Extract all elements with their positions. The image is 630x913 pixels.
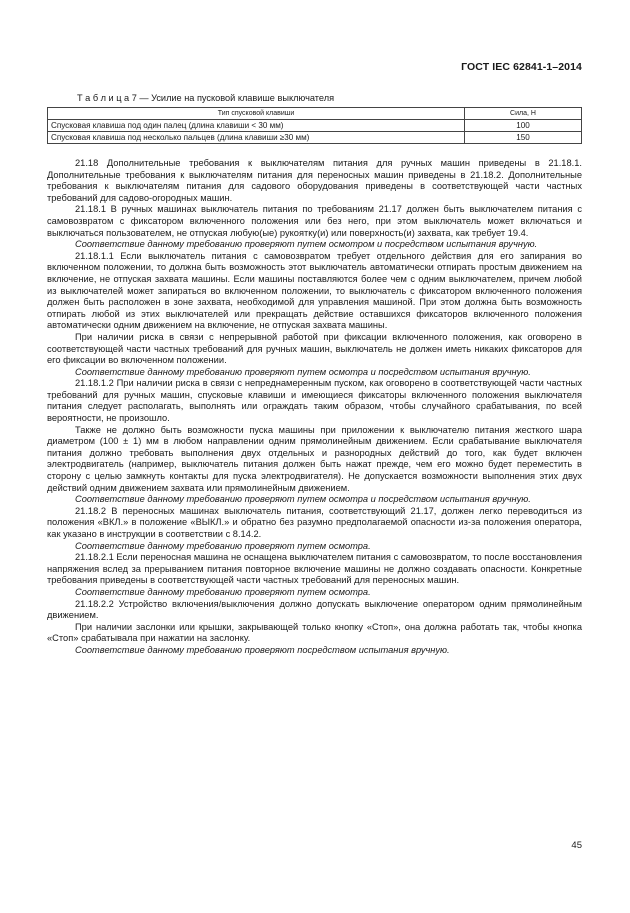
table-header-row: [48, 108, 582, 120]
table-cell-force: 150: [465, 132, 582, 144]
page-number: 45: [571, 840, 582, 851]
compliance-note: Соответствие данному требованию проверяют посредством испытания вручную.: [75, 644, 450, 655]
table-cell-trigger-type: Спусковая клавиша под несколько пальцев (длина клавиши ≥30 мм): [48, 132, 465, 144]
compliance-note: Соответствие данному требованию проверяют путем осмотра.: [75, 586, 371, 597]
paragraph-21-18-1-1: 21.18.1.1 Если выключатель питания с самовозвратом требует отдельного действия для его запирания во включенном положении, то должна быть возможность этот выключатель автоматически отпирать простым движением на включение, не отпуская захвата машины. Если машины поставляются более чем с одним выключателем, причем любой из выключателей может запираться во включенном положении, то выключатель с фиксатором включенного положения должен быть расположен в зоне захвата, необходимой для управления машиной. При этом должна быть возможность отпирать любой из этих выключателей или прекращать действие оставшихся фиксаторов включенного положения автоматически одним движением на включение, не отпуская захвата машины.: [47, 250, 582, 331]
table-cell-force: 100: [465, 120, 582, 132]
trigger-force-table: [47, 107, 582, 144]
paragraph-21-18-2: 21.18.2 В переносных машинах выключатель питания, соответствующий 21.17, должен легко переводиться из положения «ВКЛ.» в положение «ВЫКЛ.» и обратно без разумно предполагаемой опасности из-за положения оператора, как указано в инструкции в соответствии с 8.14.2.: [47, 505, 582, 539]
document-body: [47, 158, 582, 657]
paragraph-stop-cover: При наличии заслонки или крышки, закрывающей только кнопку «Стоп», она должна работать так, чтобы кнопка «Стоп» срабатывала при нажатии на заслонку.: [47, 621, 582, 644]
table-cell-trigger-type: Спусковая клавиша под один палец (длина клавиши < 30 мм): [48, 120, 465, 132]
paragraph-21-18-2-1: 21.18.2.1 Если переносная машина не оснащена выключателем питания с самовозвратом, то после восстановления напряжения вслед за прерыванием питания повторное включение машины не должно создавать опасности. Конкретные требования приведены в соответствующей части частных требований для переносных машин.: [47, 552, 582, 586]
compliance-note: Соответствие данному требованию проверяют путем осмотра и посредством испытания вручную.: [75, 494, 531, 505]
paragraph-21-18-1: 21.18.1 В ручных машинах выключатель питания по требованиям 21.17 должен быть выключателем питания с самовозвратом с фиксатором включенного положения или без него, при этом выключатель может включаться и выключаться пользователем, не отпуская любую(ые) рукоятку(и) или поверхность(и) захвата, как требует 19.4.: [47, 204, 582, 238]
standard-header: ГОСТ IEC 62841-1–2014: [461, 61, 582, 73]
compliance-note: Соответствие данному требованию проверяют путем осмотром и посредством испытания вручную.: [75, 239, 538, 250]
paragraph-21-18-1-2: 21.18.1.2 При наличии риска в связи с непреднамеренным пуском, как оговорено в соответствующей части частных требований для ручных машин, спусковые клавиши и имеющиеся фиксаторы включенного положения выключателя питания следует располагать, выполнять или ограждать таким образом, чтобы случайного срабатывания, по всей вероятности, не произошло.: [47, 378, 582, 424]
paragraph-21-18-2-2: 21.18.2.2 Устройство включения/выключения должно допускать выключение оператором одним прямолинейным движением.: [47, 598, 582, 621]
paragraph-risk-continuous: При наличии риска в связи с непрерывной работой при фиксации включенного положения, как оговорено в соответствующей части частных требований для ручных машин, выключатель не должен иметь никаких фиксаторов для его фиксации во включенном положении.: [47, 331, 582, 366]
table-row: [48, 132, 582, 144]
table-row: [48, 120, 582, 132]
compliance-note: Соответствие данному требованию проверяют путем осмотра и посредством испытания вручную.: [75, 366, 531, 377]
paragraph-21-18: 21.18 Дополнительные требования к выключателям питания для ручных машин приведены в 21.18.1. Дополнительные требования к выключателям питания для переносных машин приведены в 21.18.2. Дополнительные требования к выключателям питания для садового оборудования приведены в соответствующей части частных требований для садово-огородных машин.: [47, 158, 582, 203]
column-header-force: Сила, Н: [465, 108, 582, 120]
column-header-trigger-type: Тип спусковой клавиши: [48, 108, 465, 120]
paragraph-sphere-test: Также не должно быть возможности пуска машины при приложении к выключателю питания жесткого шара диаметром (100 ± 1) мм в любом направлении одним прямолинейным движением. Если срабатывание выключателя питания должно требовать выполнения двух отдельных и разнородных действий до того, как будет включен электродвигатель (например, выключатель питания должен быть нажат прежде, чем его можно будет переместить в сторону с целью замкнуть контакты для пуска электродвигателя). Не допускается возможности выполнения этих двух действий одним движением захвата или прямолинейным движением.: [47, 424, 582, 493]
compliance-note: Соответствие данному требованию проверяют путем осмотра.: [75, 540, 371, 551]
table-caption: Т а б л и ц а 7 — Усилие на пусковой клавише выключателя: [77, 93, 335, 103]
